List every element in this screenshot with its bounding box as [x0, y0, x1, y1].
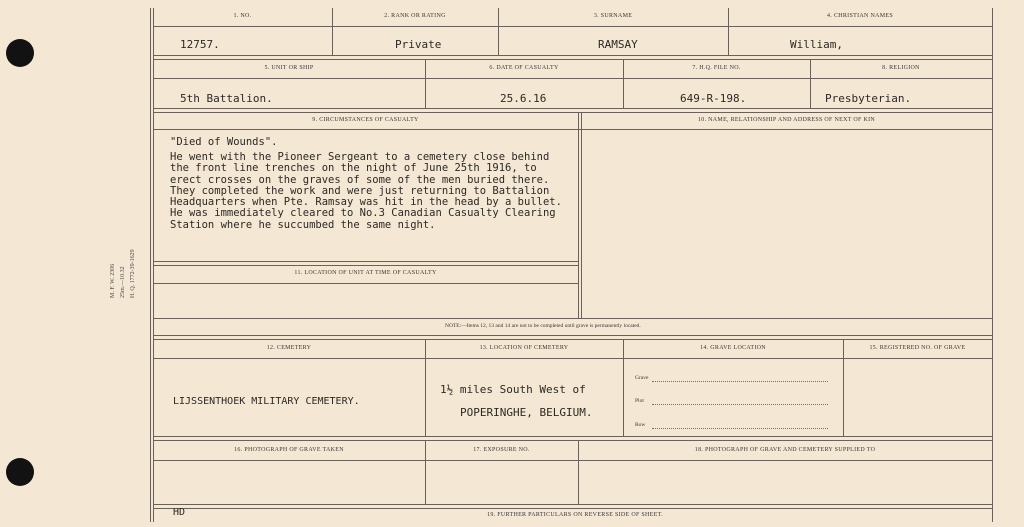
- row-label: Row: [635, 422, 646, 428]
- header-registered-no: 15. REGISTERED NO. OF GRAVE: [869, 345, 966, 351]
- value-unit: 5th Battalion.: [180, 92, 273, 105]
- value-surname: RAMSAY: [598, 38, 638, 51]
- frame-right: [992, 8, 993, 522]
- header-exposure: 17. EXPOSURE NO.: [473, 447, 530, 453]
- header-cemetery: 12. CEMETERY: [266, 345, 312, 351]
- value-religion: Presbyterian.: [825, 92, 912, 105]
- header-circumstances: 9. CIRCUMSTANCES OF CASUALTY: [312, 117, 419, 123]
- side-code-1: M. F. W. 2306: [110, 263, 116, 298]
- header-next-of-kin: 10. NAME, RELATIONSHIP AND ADDRESS OF NEXT OF KIN: [697, 117, 876, 123]
- header-location-cemetery: 13. LOCATION OF CEMETERY: [479, 345, 569, 351]
- header-rank: 2. RANK OR RATING: [384, 13, 446, 19]
- value-rank: Private: [395, 38, 442, 51]
- header-location-unit: 11. LOCATION OF UNIT AT TIME OF CASUALTY: [294, 270, 437, 276]
- header-unit: 5. UNIT OR SHIP: [264, 65, 314, 71]
- header-grave-location: 14. GRAVE LOCATION: [700, 345, 766, 351]
- header-no: 1. NO.: [233, 13, 252, 19]
- circumstances-text: He went with the Pioneer Sergeant to a cemetery close behind the front line trenches on the night of June 25th 1916, to erect crosses on the graves of some of the men buried there. They completed the work and were just returning to Battalion Headquarters when Pte. Ramsay was hit in the head by a bullet. He was immediately cleared to No.3 Canadian Casualty Clearing Station where he succumbed the same night.: [170, 151, 562, 231]
- value-hq-file: 649-R-198.: [680, 92, 747, 105]
- value-no: 12757.: [180, 38, 220, 51]
- plot-label: Plot: [635, 398, 644, 404]
- header-photo-supplied: 18. PHOTOGRAPH OF GRAVE AND CEMETERY SUPPLIED TO: [694, 447, 876, 453]
- punch-hole-top: [6, 39, 34, 67]
- value-date: 25.6.16: [500, 92, 547, 105]
- value-location-line2: POPERINGHE, BELGIUM.: [460, 406, 593, 419]
- header-date: 6. DATE OF CASUALTY: [489, 65, 559, 71]
- value-location-line1: 1½ miles South West of: [440, 383, 586, 396]
- value-cemetery: LIJSSENTHOEK MILITARY CEMETERY.: [173, 396, 360, 407]
- header-surname: 3. SURNAME: [593, 13, 633, 19]
- circumstances-title: "Died of Wounds".: [170, 136, 278, 148]
- side-print-codes: [108, 238, 156, 298]
- value-christian-names: William,: [790, 38, 843, 51]
- initials: HD: [173, 507, 186, 518]
- header-christian-names: 4. CHRISTIAN NAMES: [827, 13, 893, 19]
- frame-left: [150, 8, 151, 522]
- side-code-2: 25m.—10.32: [120, 266, 126, 298]
- side-code-3: H. Q. 1772-39-1629: [130, 249, 136, 298]
- further-particulars: 19. FURTHER PARTICULARS ON REVERSE SIDE OF SHEET.: [487, 512, 663, 518]
- header-photo-taken: 16. PHOTOGRAPH OF GRAVE TAKEN: [234, 447, 344, 453]
- punch-hole-bottom: [6, 458, 34, 486]
- header-religion: 8. RELIGION: [882, 65, 920, 71]
- note-text: NOTE:—Items 12, 13 and 14 are not to be completed until grave is permanently located.: [445, 323, 641, 329]
- header-hq-file: 7. H.Q. FILE NO.: [692, 65, 741, 71]
- grave-label: Grave: [635, 375, 649, 381]
